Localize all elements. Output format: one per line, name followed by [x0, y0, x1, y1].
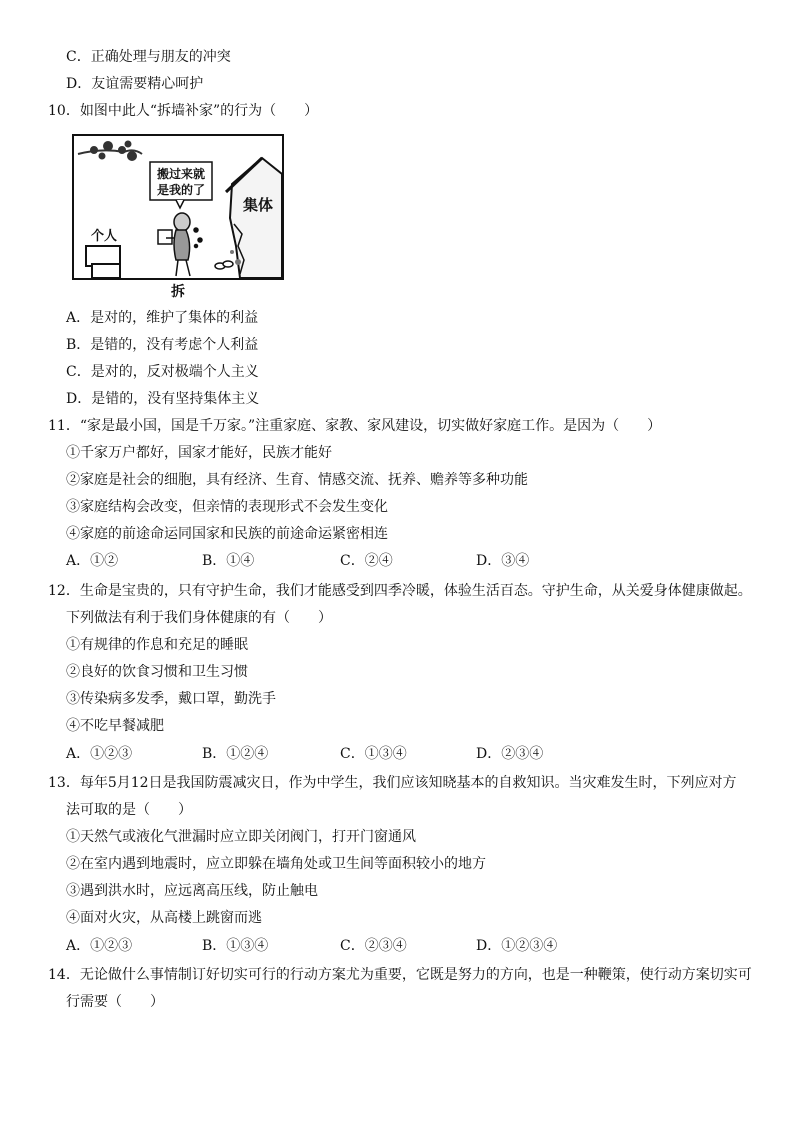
- q12-stem-line1: 12．生命是宝贵的，只有守护生命，我们才能感受到四季冷暖，体验生活百态。守护生命，从关爱身体健康做起。: [48, 583, 752, 599]
- individual-label: 个人: [90, 229, 118, 244]
- q13-statement-2: ②在室内遇到地震时，应立即躲在墙角处或卫生间等面积较小的地方: [66, 856, 486, 872]
- q10-option-c: C．是对的，反对极端个人主义: [66, 364, 259, 380]
- q10-option-a: A．是对的，维护了集体的利益: [66, 310, 259, 326]
- q13-statement-3: ③遇到洪水时，应远离高压线，防止触电: [66, 883, 318, 899]
- q9-option-d: D．友谊需要精心呵护: [66, 76, 204, 92]
- q12-statement-4: ④不吃早餐减肥: [66, 718, 164, 734]
- q11-statement-2: ②家庭是社会的细胞，具有经济、生育、情感交流、抚养、赡养等多种功能: [66, 472, 528, 488]
- q13-option-d: D．①②③④: [476, 938, 558, 954]
- q10-option-d: D．是错的，没有坚持集体主义: [66, 391, 260, 407]
- demolish-caption: 拆: [171, 284, 185, 298]
- q14-stem-line2: 行需要（ ）: [66, 994, 164, 1010]
- q13-options: [0, 936, 794, 956]
- q9-option-c: C．正确处理与朋友的冲突: [66, 49, 231, 65]
- q12-statement-2: ②良好的饮食习惯和卫生习惯: [66, 664, 248, 680]
- q13-statement-1: ①天然气或液化气泄漏时应立即关闭阀门，打开门窗通风: [66, 829, 416, 845]
- q13-stem-line1: 13．每年5月12日是我国防震减灾日，作为中学生，我们应该知晓基本的自救知识。当灾难发生时，下列应对方: [48, 775, 737, 791]
- q11-options: [0, 551, 794, 571]
- q10-stem: 10．如图中此人“拆墙补家”的行为（ ）: [48, 103, 319, 119]
- q12-stem-line2: 下列做法有利于我们身体健康的有（ ）: [66, 610, 332, 626]
- q11-stem: 11．“家是最小国，国是千万家。”注重家庭、家教、家风建设，切实做好家庭工作。是因为（ ）: [48, 418, 662, 434]
- q13-option-c: C．②③④: [340, 938, 407, 954]
- collective-label: 集体: [242, 196, 274, 214]
- q13-option-a: A．①②③: [66, 938, 133, 954]
- q12-option-c: C．①③④: [340, 746, 407, 762]
- speech-text-line1: 搬过来就: [156, 167, 206, 181]
- q14-stem-line1: 14．无论做什么事情制订好切实可行的行动方案尤为重要，它既是努力的方向，也是一种鞭策，使行动方案切实可: [48, 967, 752, 983]
- q11-option-c: C．②④: [340, 553, 393, 569]
- q12-options: [0, 744, 794, 764]
- q11-statement-1: ①千家万户都好，国家才能好，民族才能好: [66, 445, 332, 461]
- q12-option-b: B．①②④: [202, 746, 269, 762]
- q12-statement-1: ①有规律的作息和充足的睡眠: [66, 637, 248, 653]
- q10-option-b: B．是错的，没有考虑个人利益: [66, 337, 259, 353]
- q11-statement-3: ③家庭结构会改变，但亲情的表现形式不会发生变化: [66, 499, 388, 515]
- q11-statement-4: ④家庭的前途命运同国家和民族的前途命运紧密相连: [66, 526, 388, 542]
- q11-option-b: B．①④: [202, 553, 255, 569]
- q13-stem-line2: 法可取的是（ ）: [66, 802, 192, 818]
- q10-cartoon-figure: [72, 134, 284, 298]
- q12-option-a: A．①②③: [66, 746, 133, 762]
- individual-house-drawing: [86, 246, 120, 278]
- q13-statement-4: ④面对火灾，从高楼上跳窗而逃: [66, 910, 262, 926]
- speech-text-line2: 是我的了: [156, 183, 206, 197]
- q12-option-d: D．②③④: [476, 746, 544, 762]
- q11-option-a: A．①②: [66, 553, 119, 569]
- q13-option-b: B．①③④: [202, 938, 269, 954]
- q11-option-d: D．③④: [476, 553, 530, 569]
- q12-statement-3: ③传染病多发季，戴口罩，勤洗手: [66, 691, 276, 707]
